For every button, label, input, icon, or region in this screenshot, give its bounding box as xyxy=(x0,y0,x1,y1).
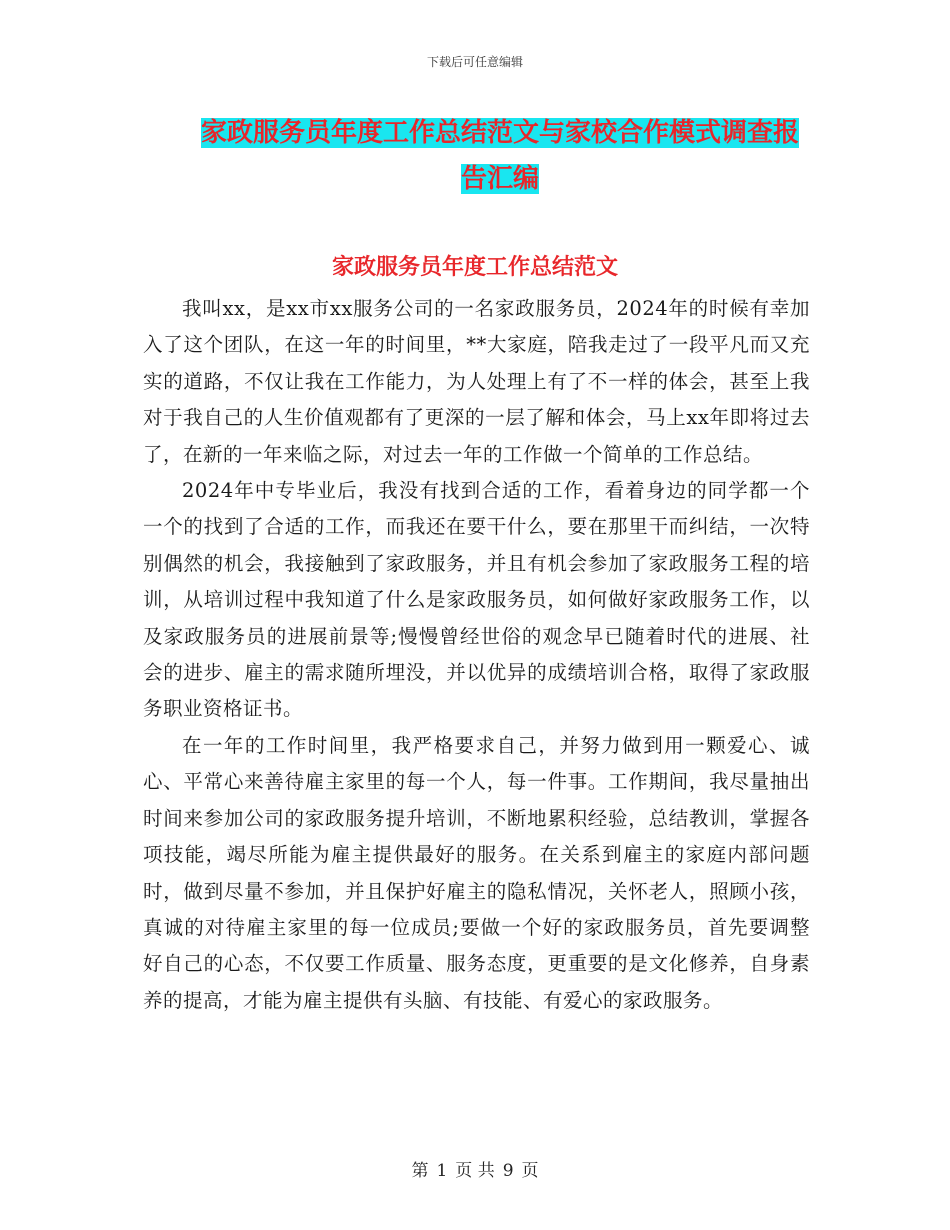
body-paragraph: 在一年的工作时间里，我严格要求自己，并努力做到用一颗爱心、诚心、平常心来善待雇主家里的每一个人，每一件事。工作期间，我尽量抽出时间来参加公司的家政服务提升培训，不断地累积经验，总结教训，掌握各项技能，竭尽所能为雇主提供最好的服务。在关系到雇主的家庭内部问题时，做到尽量不参加，并且保护好雇主的隐私情况，关怀老人，照顾小孩，真诚的对待雇主家里的每一位成员;要做一个好的家政服务员，首先要调整好自己的心态，不仅要工作质量、服务态度，更重要的是文化修养，自身素养的提高，才能为雇主提供有头脑、有技能、有爱心的家政服务。 xyxy=(143,733,810,1012)
body-paragraph: 我叫xx，是xx市xx服务公司的一名家政服务员，2024年的时候有幸加入了这个团队，在这一年的时间里，**大家庭，陪我走过了一段平凡而又充实的道路，不仅让我在工作能力，为人处理上有了不一样的体会，甚至上我对于我自己的人生价值观都有了更深的一层了解和体会，马上xx年即将过去了，在新的一年来临之际，对过去一年的工作做一个简单的工作总结。 xyxy=(143,297,810,466)
document-title-line-2: 告汇编 xyxy=(460,164,539,194)
page-footer xyxy=(0,1156,950,1181)
document-title-line-1: 家政服务员年度工作总结范文与家校合作模式调查报 xyxy=(200,118,799,148)
footer-prefix: 第 xyxy=(411,1161,429,1181)
footer-total-pages: 9 xyxy=(502,1161,514,1181)
section-title: 家政服务员年度工作总结范文 xyxy=(331,254,618,280)
footer-suffix: 页 xyxy=(521,1161,539,1181)
footer-middle: 页 共 xyxy=(455,1161,495,1181)
header-note: 下载后可任意编辑 xyxy=(426,55,523,69)
footer-current-page: 1 xyxy=(436,1161,448,1181)
document-title xyxy=(190,110,810,202)
document-body xyxy=(143,291,810,1019)
body-paragraph: 2024年中专毕业后，我没有找到合适的工作，看着身边的同学都一个一个的找到了合适的工作，而我还在要干什么，要在那里干而纠结，一次特别偶然的机会，我接触到了家政服务，并且有机会参加了家政服务工程的培训，从培训过程中我知道了什么是家政服务员，如何做好家政服务工作，以及家政服务员的进展前景等;慢慢曾经世俗的观念早已随着时代的进展、社会的进步、雇主的需求随所埋没，并以优异的成绩培训合格，取得了家政服务职业资格证书。 xyxy=(143,479,810,721)
